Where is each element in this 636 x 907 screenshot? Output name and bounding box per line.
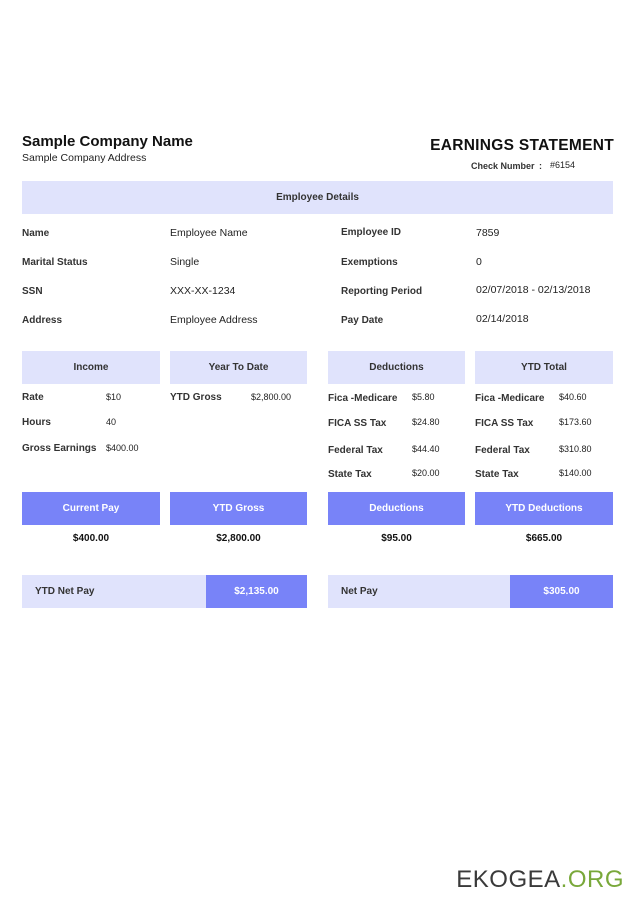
ytd-net-pay-bar — [22, 575, 307, 608]
current-pay-header: Current Pay — [22, 492, 160, 525]
check-number-label: Check Number — [471, 161, 535, 171]
total-deductions-value: $95.00 — [381, 533, 412, 544]
ytd-deductions-header: YTD Deductions — [475, 492, 613, 525]
ssn-value: XXX-XX-1234 — [170, 285, 236, 297]
net-pay-label: Net Pay — [341, 586, 378, 597]
check-number-value: #6154 — [550, 160, 576, 170]
income-row-label: Hours — [22, 417, 51, 428]
ytd-gross-header: YTD Gross — [170, 492, 307, 525]
address-label: Address — [22, 315, 63, 326]
total-deductions-header: Deductions — [328, 492, 465, 525]
ytd-total-row-label: FICA SS Tax — [475, 418, 534, 429]
ytd-total-header: YTD Total — [475, 351, 613, 384]
address-value: Employee Address — [170, 314, 258, 326]
income-row-value: $400.00 — [106, 443, 139, 453]
exemptions-value: 0 — [476, 256, 482, 268]
ytd-row-label: YTD Gross — [170, 392, 222, 403]
deductions-header: Deductions — [328, 351, 465, 384]
employee-details-header: Employee Details — [22, 181, 613, 214]
deduction-row-value: $20.00 — [412, 468, 440, 478]
reporting-period-value: 02/07/2018 - 02/13/2018 — [476, 284, 591, 296]
income-header: Income — [22, 351, 160, 384]
income-row-value: $10 — [106, 392, 122, 402]
watermark-logo — [456, 866, 624, 894]
net-pay-value: $305.00 — [510, 575, 613, 608]
ytd-total-row-value: $310.80 — [559, 444, 592, 454]
ytd-net-pay-label: YTD Net Pay — [35, 586, 95, 597]
deduction-row-label: Federal Tax — [328, 445, 383, 456]
ytd-total-row-value: $140.00 — [559, 468, 592, 478]
ytd-total-row-value: $40.60 — [559, 392, 587, 402]
watermark-suffix: .ORG — [560, 866, 624, 893]
watermark-main: EKOGEA — [456, 866, 561, 893]
deduction-row-value: $24.80 — [412, 417, 440, 427]
reporting-period-label: Reporting Period — [341, 286, 423, 297]
income-row-value: 40 — [106, 417, 117, 427]
deduction-row-label: Fica -Medicare — [328, 393, 398, 404]
company-name: Sample Company Name — [22, 133, 193, 150]
statement-title: EARNINGS STATEMENT — [430, 137, 614, 154]
ytd-row-value: $2,800.00 — [251, 392, 292, 402]
ytd-total-row-label: Fica -Medicare — [475, 393, 545, 404]
deduction-row-label: State Tax — [328, 469, 372, 480]
exemptions-label: Exemptions — [341, 257, 398, 268]
income-row-label: Gross Earnings — [22, 443, 97, 454]
check-number-separator: : — [539, 161, 542, 171]
year-to-date-header: Year To Date — [170, 351, 307, 384]
ytd-total-row-label: Federal Tax — [475, 445, 530, 456]
net-pay-bar — [328, 575, 613, 608]
income-row-label: Rate — [22, 392, 44, 403]
deduction-row-value: $5.80 — [412, 392, 435, 402]
deduction-row-label: FICA SS Tax — [328, 418, 387, 429]
pay-date-value: 02/14/2018 — [476, 313, 529, 325]
ytd-total-row-label: State Tax — [475, 469, 519, 480]
current-pay-value: $400.00 — [72, 533, 110, 544]
ytd-gross-value: $2,800.00 — [216, 533, 261, 544]
name-value: Employee Name — [170, 227, 248, 239]
ytd-deductions-value: $665.00 — [525, 533, 563, 544]
marital-status-value: Single — [170, 256, 200, 268]
ytd-total-row-value: $173.60 — [559, 417, 592, 427]
employee-id-value: 7859 — [476, 227, 500, 239]
deduction-row-value: $44.40 — [412, 444, 440, 454]
company-address: Sample Company Address — [22, 152, 147, 164]
marital-status-label: Marital Status — [22, 257, 88, 268]
pay-date-label: Pay Date — [341, 315, 384, 326]
name-label: Name — [22, 228, 50, 239]
ytd-net-pay-value: $2,135.00 — [206, 575, 307, 608]
ssn-label: SSN — [22, 286, 43, 297]
employee-id-label: Employee ID — [341, 227, 402, 238]
